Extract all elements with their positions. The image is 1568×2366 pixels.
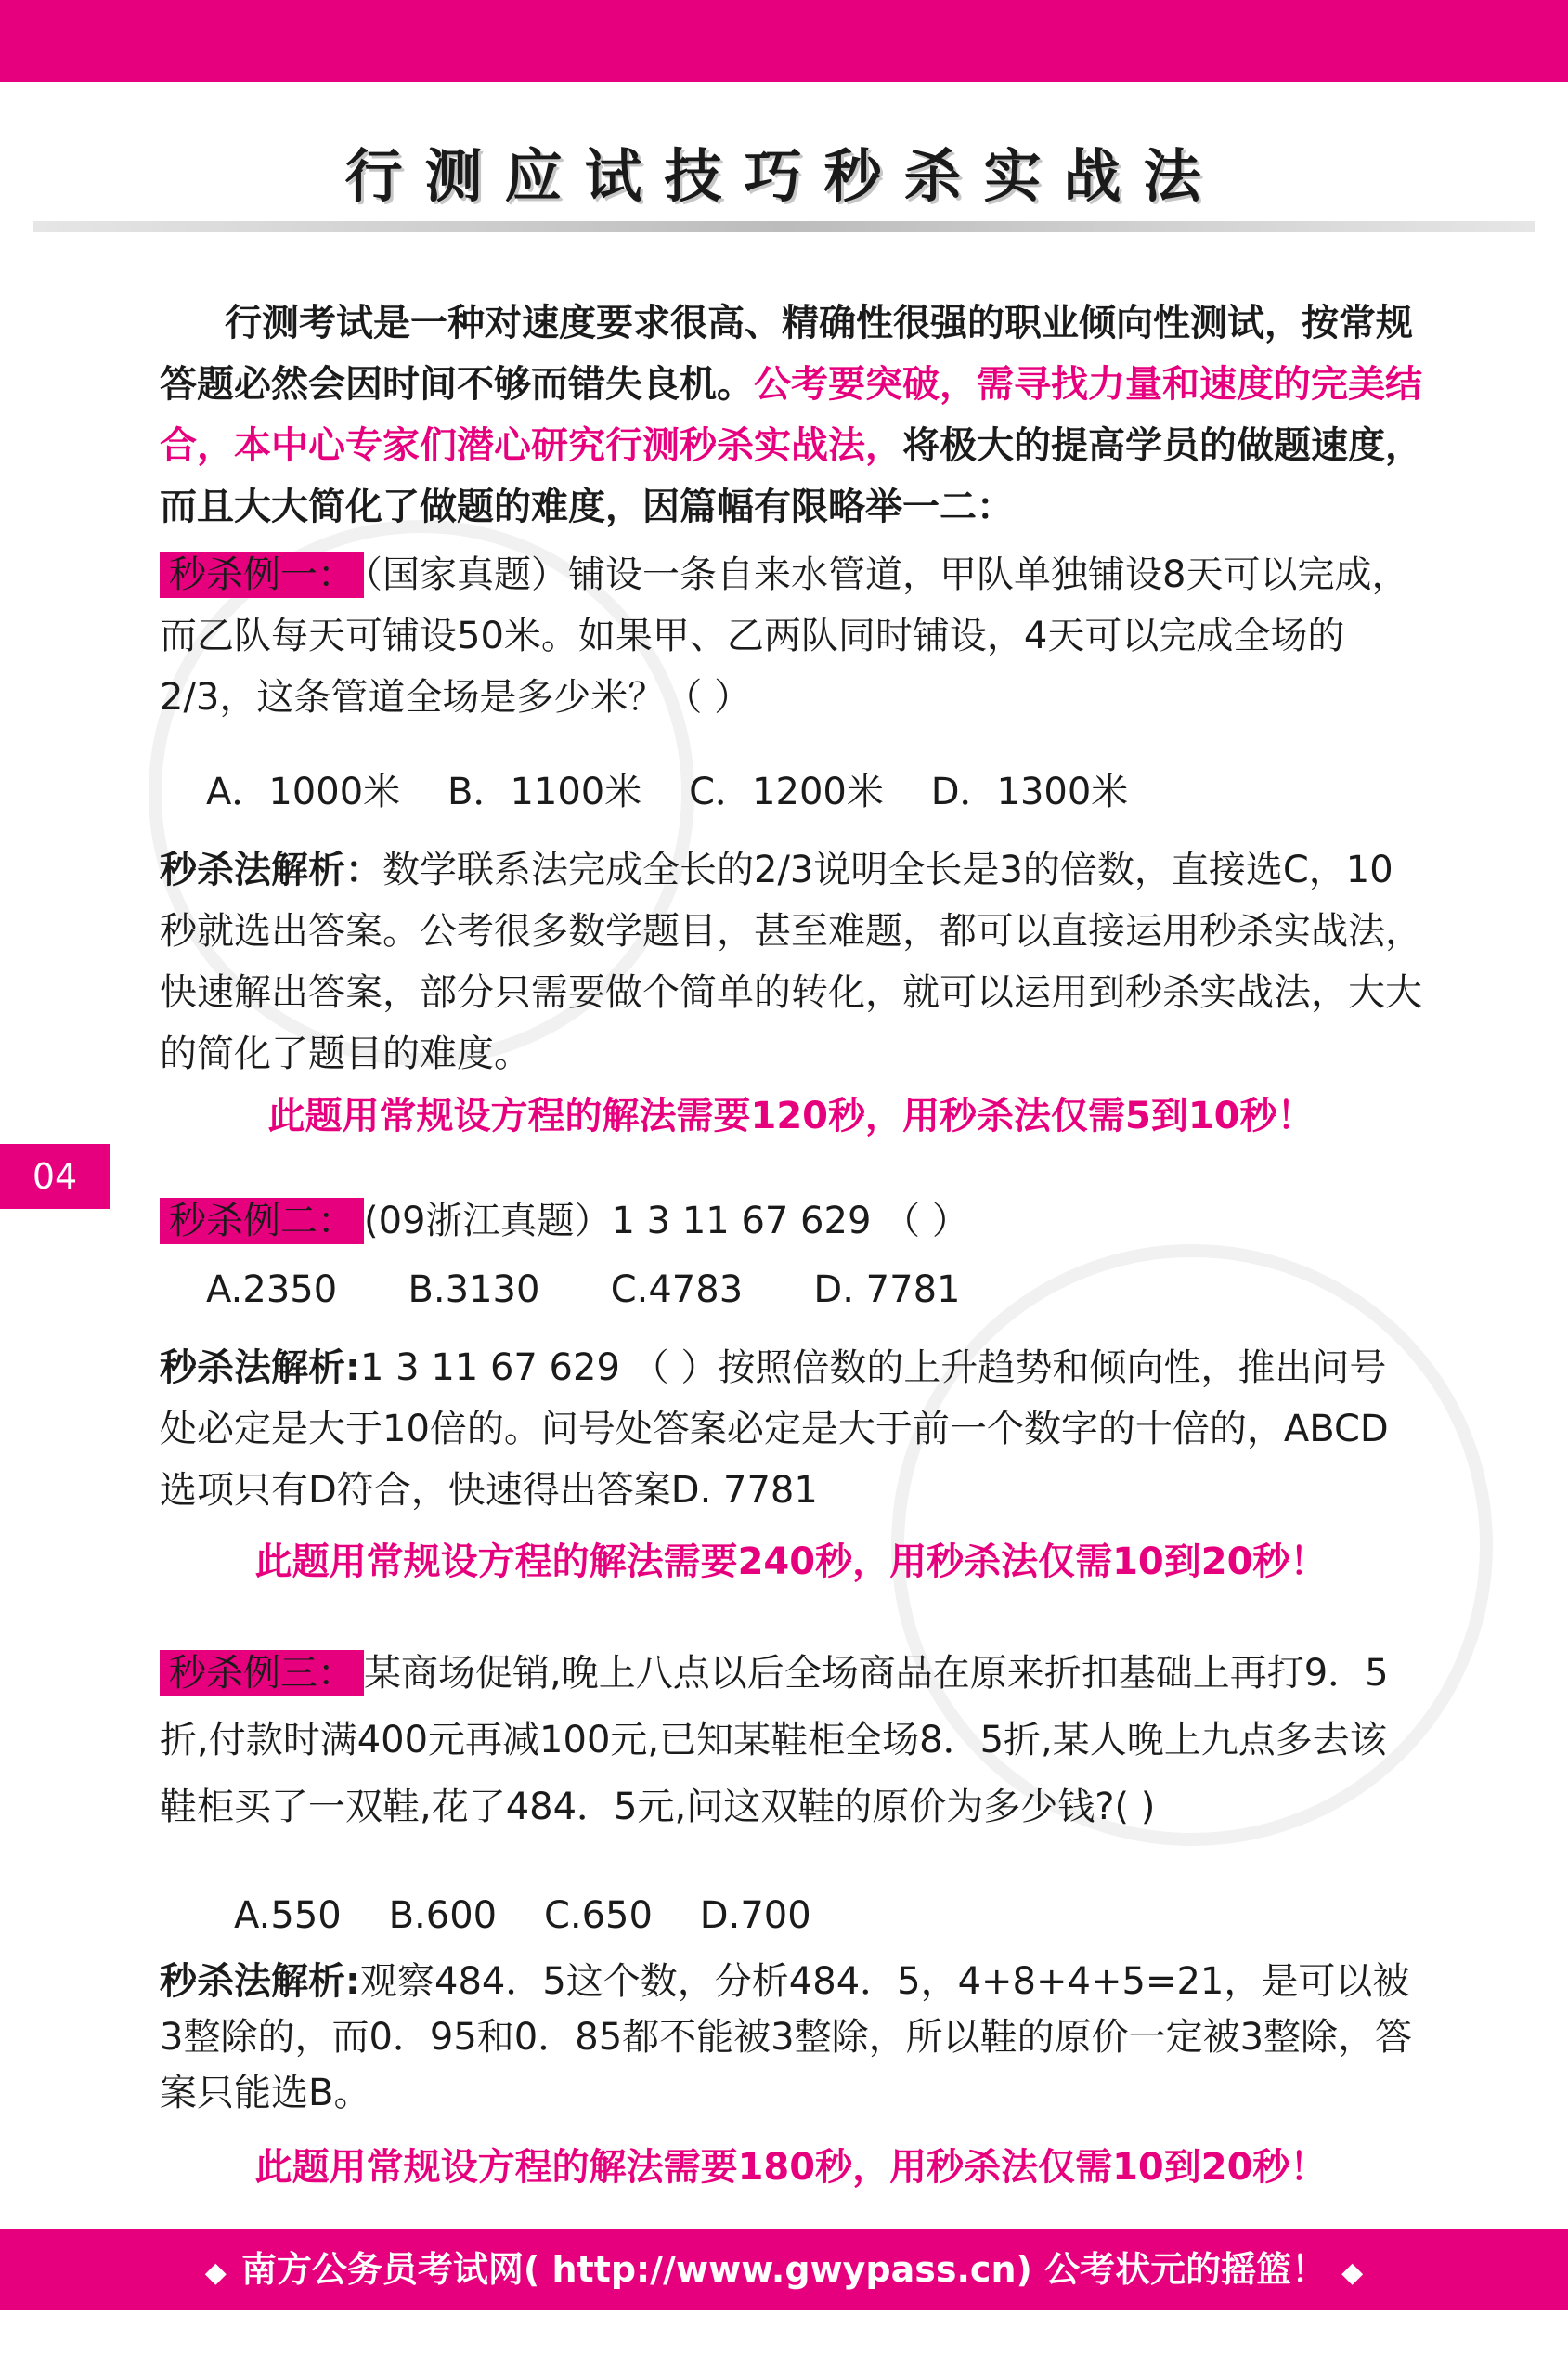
example2-analysis bbox=[160, 1337, 1422, 1521]
intro-text: 行测考试是一种对速度要求很高、精确性很强的职业倾向性测试，按常规答题必然会因时间不够而错失良机。 bbox=[160, 302, 1413, 406]
example1-analysis-label: 秒杀法解析： bbox=[160, 849, 382, 891]
example3-analysis-text: 观察484．5这个数，分析484．5，4+8+4+5=21，是可以被3整除的，而0．95和0．85都不能被3整除，所以鞋的原价一定被3整除，答案只能选B。 bbox=[160, 1960, 1413, 2114]
diamond-icon: ◆ bbox=[1341, 2256, 1364, 2289]
example1-options: A．1000米 B．1100米 C．1200米 D．1300米 bbox=[206, 771, 1129, 813]
example3-analysis bbox=[160, 1954, 1422, 2121]
example3-question-text: 某商场促销,晚上八点以后全场商品在原来折扣基础上再打9．5折,付款时满400元再减100元,已知某鞋柜全场8．5折,某人晚上九点多去该鞋柜买了一双鞋,花了484．5元,问这双鞋的原价为多少钱?( ) bbox=[160, 1652, 1389, 1828]
example1-analysis bbox=[160, 839, 1422, 1085]
example2-question bbox=[160, 1190, 1422, 1252]
example1-analysis-text: 数学联系法完成全长的2/3说明全长是3的倍数，直接选C，10秒就选出答案。公考很多数学题目，甚至难题，都可以直接运用秒杀实战法，快速解出答案，部分只需要做个简单的转化，就可以运用到秒杀实战法，大大的简化了题目的难度。 bbox=[160, 849, 1422, 1075]
title-divider bbox=[33, 221, 1535, 232]
top-banner bbox=[0, 0, 1568, 82]
example1-question-text: （国家真题）铺设一条自来水管道，甲队单独铺设8天可以完成，而乙队每天可铺设50米。如果甲、乙两队同时铺设，4天可以完成全场的2/3，这条管道全场是多少米？（ ） bbox=[160, 553, 1409, 719]
example2-tag: 秒杀例二： bbox=[160, 1198, 364, 1244]
example1-tag: 秒杀例一： bbox=[160, 552, 364, 598]
example3-tag: 秒杀例三： bbox=[160, 1650, 364, 1696]
intro-paragraph bbox=[160, 292, 1422, 538]
footer-text: 南方公务员考试网( http://www.gwypass.cn) 公考状元的摇篮！ bbox=[240, 2249, 1328, 2290]
example2-slogan: 此题用常规设方程的解法需要240秒，用秒杀法仅需10到20秒！ bbox=[254, 1540, 1328, 1583]
diamond-icon: ◆ bbox=[204, 2256, 227, 2289]
example1-slogan: 此题用常规设方程的解法需要120秒，用秒杀法仅需5到10秒！ bbox=[267, 1095, 1315, 1138]
intro-highlight: 公考要突破，需寻找力量和速度的完美结合，本中心专家们潜心研究行测秒杀实战法， bbox=[160, 363, 1422, 467]
page-title: 行测应试技巧秒杀实战法 bbox=[344, 142, 1224, 210]
footer-banner bbox=[0, 2229, 1568, 2310]
example2-question-text: (09浙江真题）1 3 11 67 629 （ ） bbox=[364, 1200, 969, 1242]
example3-analysis-label: 秒杀法解析: bbox=[160, 1960, 360, 2003]
example3-slogan: 此题用常规设方程的解法需要180秒，用秒杀法仅需10到20秒！ bbox=[254, 2146, 1328, 2189]
example2-analysis-label: 秒杀法解析: bbox=[160, 1346, 360, 1389]
intro-text-end: 将极大的提高学员的做题速度，而且大大简化了做题的难度，因篇幅有限略举一二： bbox=[160, 424, 1422, 528]
example3-options: A.550 B.600 C.650 D.700 bbox=[234, 1894, 811, 1937]
example2-options: A.2350 B.3130 C.4783 D. 7781 bbox=[206, 1268, 961, 1311]
page-number: 04 bbox=[0, 1144, 110, 1209]
example1-question bbox=[160, 544, 1422, 728]
example3-question bbox=[160, 1640, 1422, 1840]
title-area bbox=[0, 130, 1568, 213]
example2-analysis-text: 1 3 11 67 629 （ ）按照倍数的上升趋势和倾向性，推出问号处必定是大于10倍的。问号处答案必定是大于前一个数字的十倍的，ABCD选项只有D符合，快速得出答案D. 7781 bbox=[160, 1346, 1389, 1512]
